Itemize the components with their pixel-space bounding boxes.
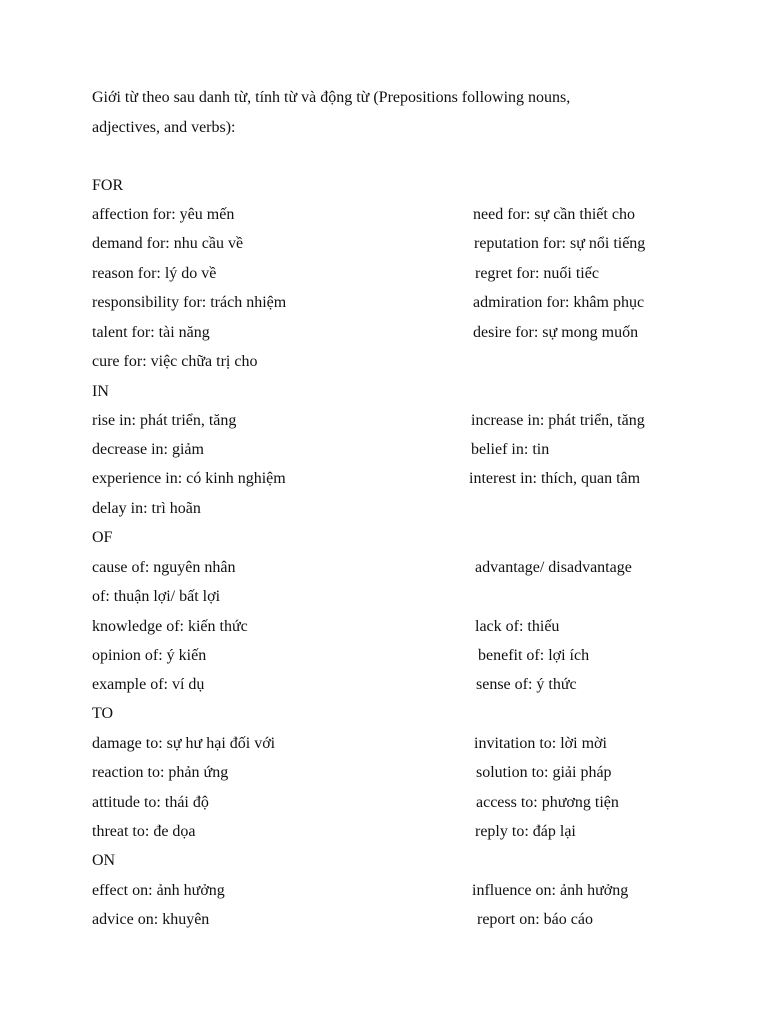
intro-line-1: Giới từ theo sau danh từ, tính từ và động từ (Prepositions following nouns, <box>92 89 571 106</box>
entry-left: attitude to: thái độ <box>92 794 209 811</box>
entry-right: belief in: tin <box>471 441 550 458</box>
entry-left: reason for: lý do về <box>92 265 217 282</box>
entry-right: access to: phương tiện <box>476 794 619 811</box>
entry-right: sense of: ý thức <box>476 676 577 693</box>
entry-right: solution to: giải pháp <box>476 764 612 781</box>
entry-left: affection for: yêu mến <box>92 206 235 223</box>
entry-right: report on: báo cáo <box>477 911 593 928</box>
entry-right: need for: sự cần thiết cho <box>473 206 635 223</box>
entry-right: benefit of: lợi ích <box>478 647 590 664</box>
entry-right: invitation to: lời mời <box>474 735 607 752</box>
entry-left: responsibility for: trách nhiệm <box>92 294 287 311</box>
entry-left: demand for: nhu cầu về <box>92 235 244 252</box>
entry-left: damage to: sự hư hại đối với <box>92 735 276 752</box>
entry-left: example of: ví dụ <box>92 676 205 693</box>
entry-left: opinion of: ý kiến <box>92 647 207 664</box>
entry-left: cause of: nguyên nhân <box>92 559 236 576</box>
section-heading-in: IN <box>92 383 109 400</box>
intro-line-2: adjectives, and verbs): <box>92 119 236 136</box>
entry-left: knowledge of: kiến thức <box>92 618 248 635</box>
entry-right: advantage/ disadvantage <box>475 559 632 576</box>
entry-left: threat to: đe dọa <box>92 823 196 840</box>
entry-left: rise in: phát triển, tăng <box>92 412 237 429</box>
entry-right: interest in: thích, quan tâm <box>469 470 641 487</box>
entry-right: reply to: đáp lại <box>475 823 576 840</box>
entry-left: reaction to: phản ứng <box>92 764 229 781</box>
entry-right: influence on: ảnh hưởng <box>472 882 629 899</box>
entry-right: increase in: phát triển, tăng <box>471 412 645 429</box>
section-heading-of: OF <box>92 529 113 546</box>
entry-left: experience in: có kinh nghiệm <box>92 470 286 487</box>
section-heading-to: TO <box>92 705 114 722</box>
entry-left: delay in: trì hoãn <box>92 500 201 517</box>
entry-left: effect on: ảnh hưởng <box>92 882 225 899</box>
entry-left: advice on: khuyên <box>92 911 210 928</box>
entry-left: talent for: tài năng <box>92 324 210 341</box>
section-heading-on: ON <box>92 852 116 869</box>
entry-left: cure for: việc chữa trị cho <box>92 353 258 370</box>
entry-right: lack of: thiếu <box>475 618 560 635</box>
entry-right: desire for: sự mong muốn <box>473 324 639 341</box>
entry-right: reputation for: sự nổi tiếng <box>474 235 646 252</box>
entry-right: admiration for: khâm phục <box>473 294 645 311</box>
entry-left: of: thuận lợi/ bất lợi <box>92 588 221 605</box>
entry-left: decrease in: giảm <box>92 441 204 458</box>
section-heading-for: FOR <box>92 177 124 194</box>
entry-right: regret for: nuối tiếc <box>475 265 599 282</box>
